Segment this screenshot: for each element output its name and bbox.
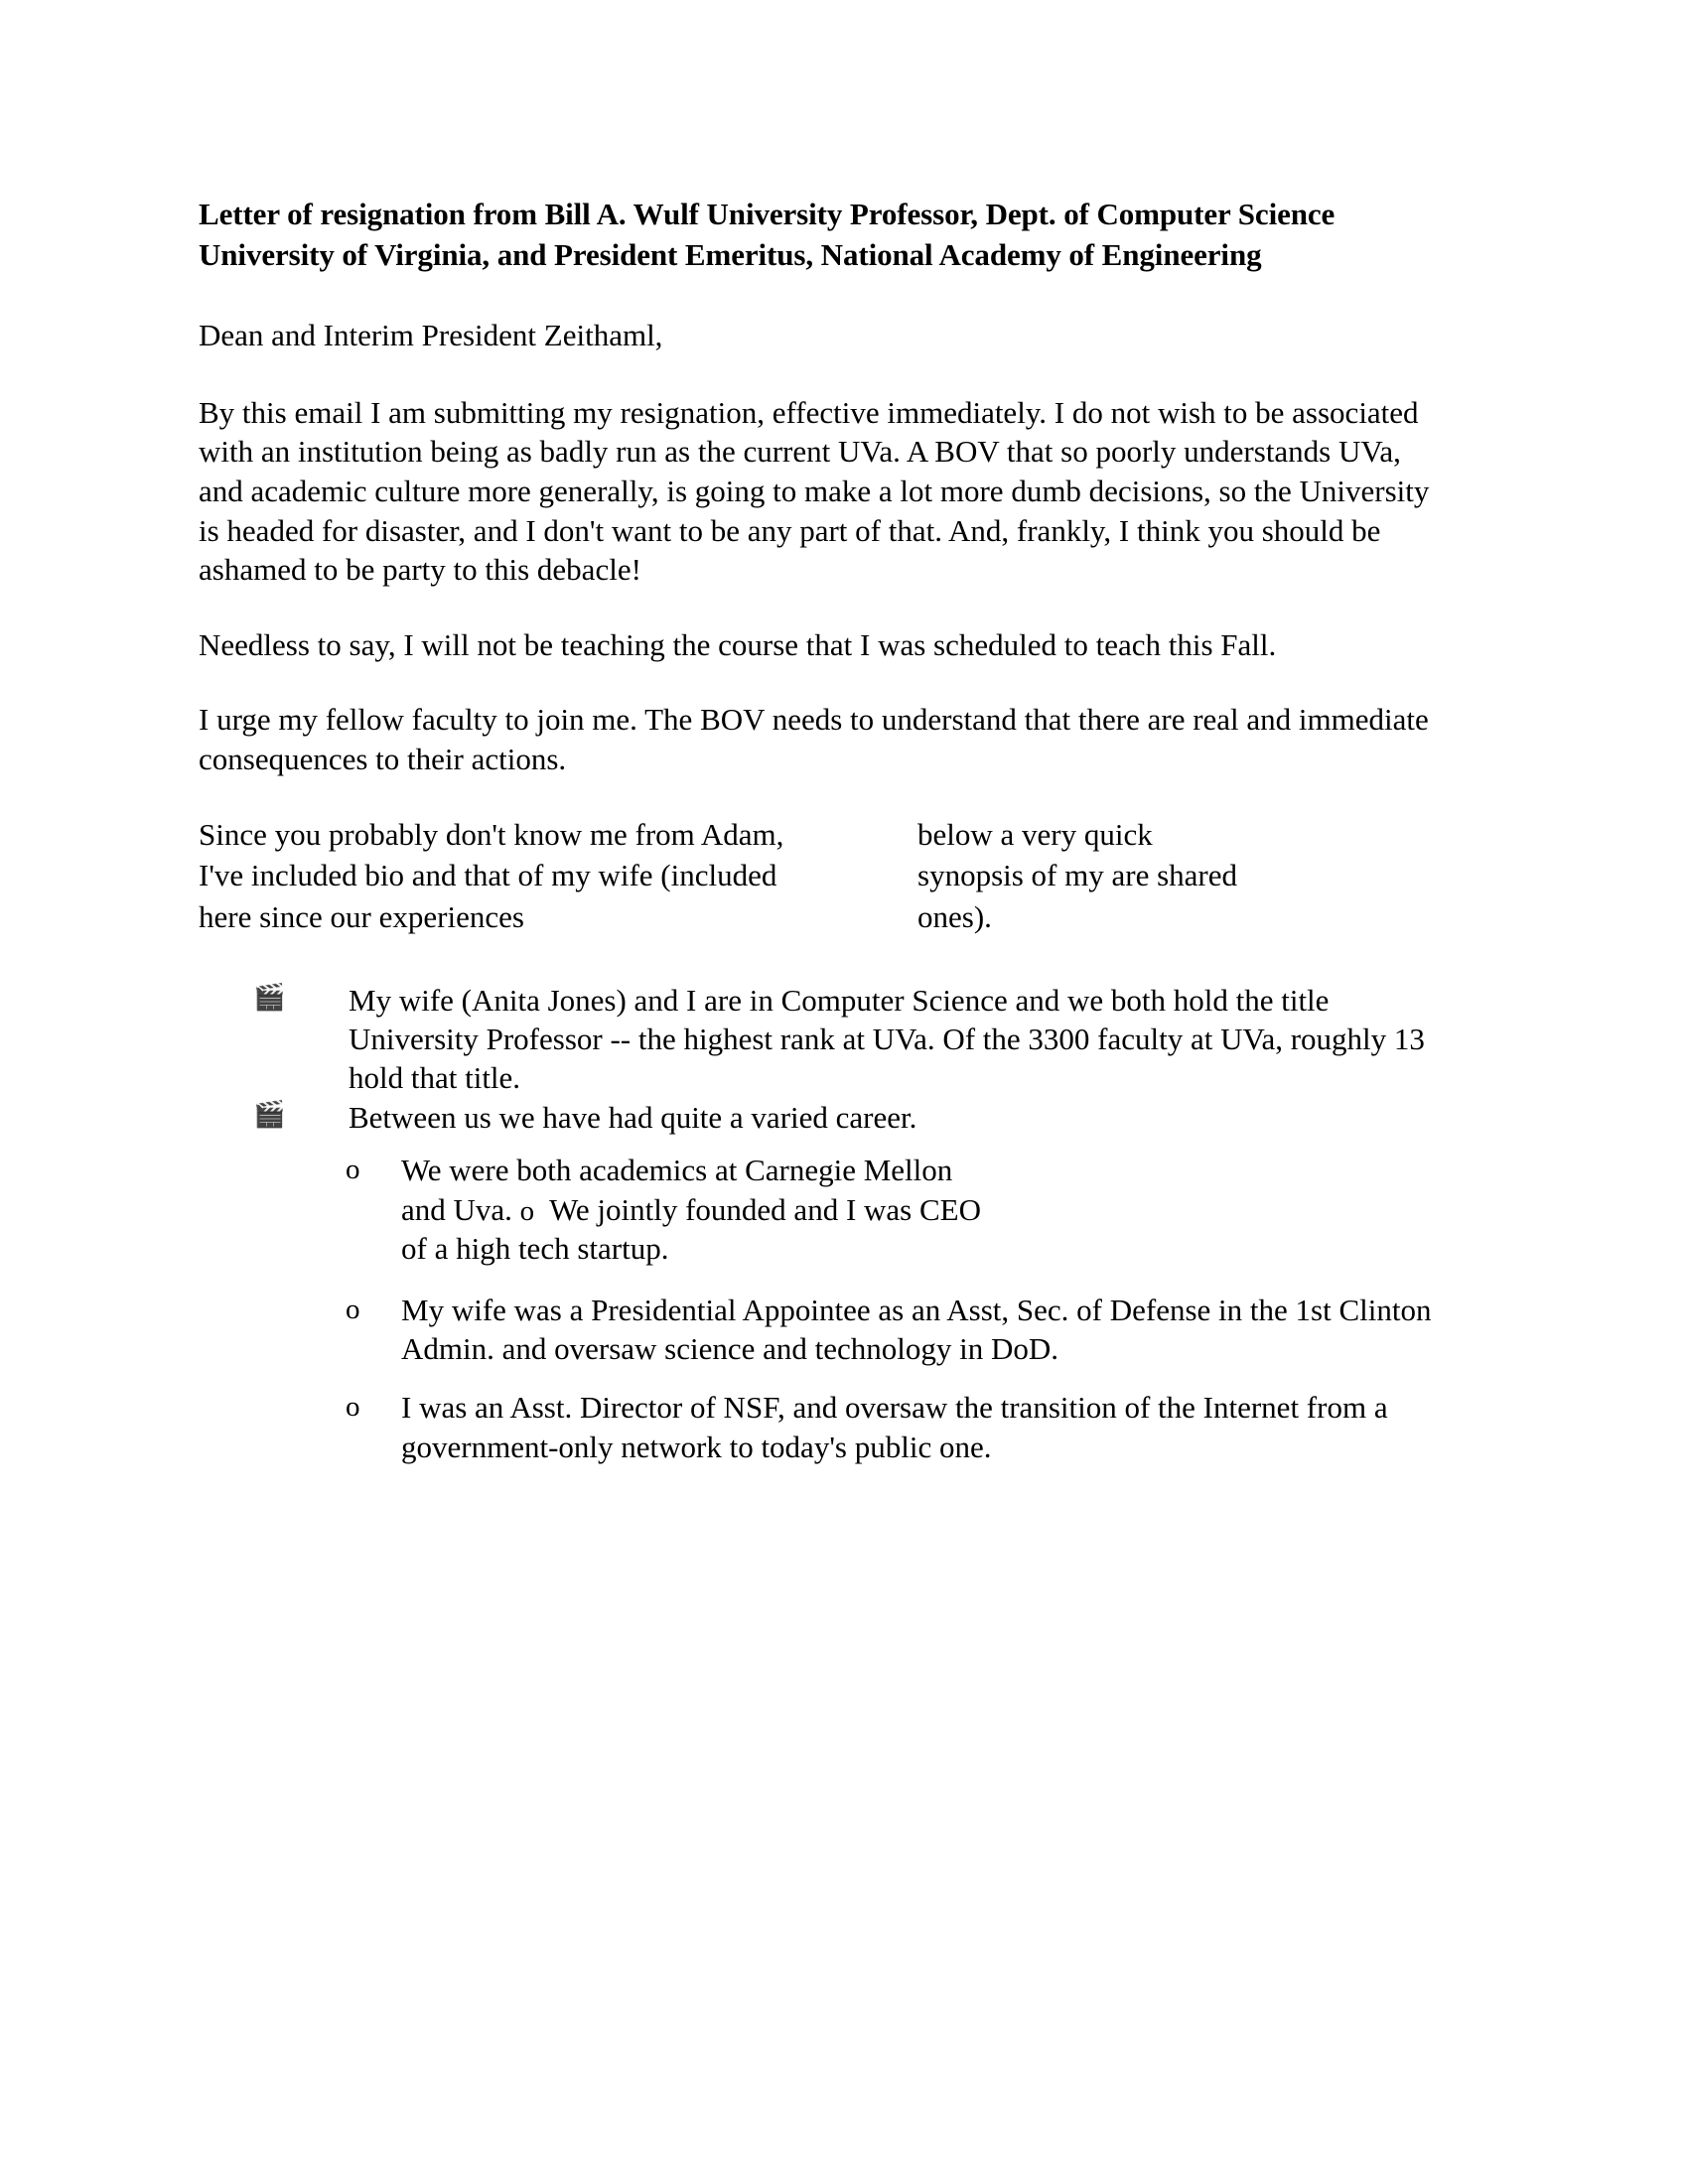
sub-bullet-marker: o <box>346 1293 360 1325</box>
left-line-1: Since you probably don't know me from Adam, <box>199 817 784 853</box>
left-line-2: I've included bio and that of my wife (included <box>199 858 777 893</box>
right-line-1: below a very quick <box>917 817 1153 853</box>
sub-item-line-2-text: We jointly founded and I was CEO <box>549 1191 981 1227</box>
sub-list-item-text: I was an Asst. Director of NSF, and oversaw the transition of the Internet from a government-only network to today's public one. <box>401 1390 1388 1464</box>
inline-sub-bullet-marker: o <box>519 1194 535 1227</box>
sub-bullet-marker: o <box>346 1391 360 1424</box>
sub-list-item-text: My wife was a Presidential Appointee as an Asst, Sec. of Defense in the 1st Clinton Admin. and oversaw science and technology in DoD. <box>401 1292 1432 1367</box>
two-column-left <box>199 814 894 937</box>
sub-list-item <box>346 1151 1434 1269</box>
body-paragraph-2: Needless to say, I will not be teaching the course that I was scheduled to teach this Fall. <box>199 626 1277 662</box>
sub-bullet-marker: o <box>346 1154 360 1186</box>
sub-item-line-2-prefix: and Uva. <box>401 1191 512 1227</box>
bullet-list <box>199 981 1435 1137</box>
sub-item-line-3: of a high tech startup. <box>401 1231 669 1267</box>
clapperboard-icon: 🎬 <box>253 1099 286 1130</box>
list-item <box>253 1098 1435 1137</box>
page-title: Letter of resignation from Bill A. Wulf University Professor, Dept. of Computer Science University of Virginia, and President Emeritus, National Academy of Engineering <box>199 197 1336 273</box>
sub-item-line-2 <box>401 1190 1434 1230</box>
sub-list-item <box>346 1388 1434 1466</box>
right-line-3: ones). <box>917 898 992 934</box>
left-line-3: here since our experiences <box>199 898 524 934</box>
sub-list-item <box>346 1291 1434 1369</box>
salutation-paragraph: Dean and Interim President Zeithaml, <box>199 318 663 353</box>
two-column-block <box>199 814 1435 937</box>
sub-item-line-1: We were both academics at Carnegie Mellon <box>401 1153 953 1188</box>
clapperboard-icon: 🎬 <box>253 982 286 1013</box>
list-item-text: Between us we have had quite a varied career. <box>349 1099 917 1135</box>
body-paragraph-3: I urge my fellow faculty to join me. The BOV needs to understand that there are real and immediate consequences to their actions. <box>199 702 1429 776</box>
right-line-2: synopsis of my are shared <box>917 858 1237 893</box>
body-paragraph-1: By this email I am submitting my resignation, effective immediately. I do not wish to be associated with an institution being as badly run as the current UVa. A BOV that so poorly understands UVa, and academic culture more generally, is going to make a lot more dumb decisions, so the University is headed for disaster, and I don't want to be any part of that. And, frankly, I think you should be ashamed to be party to this debacle! <box>199 394 1430 588</box>
list-item <box>253 981 1435 1098</box>
two-column-right <box>894 814 1435 937</box>
list-item-text: My wife (Anita Jones) and I are in Computer Science and we both hold the title University Professor -- the highest rank at UVa. Of the 3300 faculty at UVa, roughly 13 hold that title. <box>349 982 1425 1096</box>
sub-bullet-list <box>199 1151 1435 1466</box>
